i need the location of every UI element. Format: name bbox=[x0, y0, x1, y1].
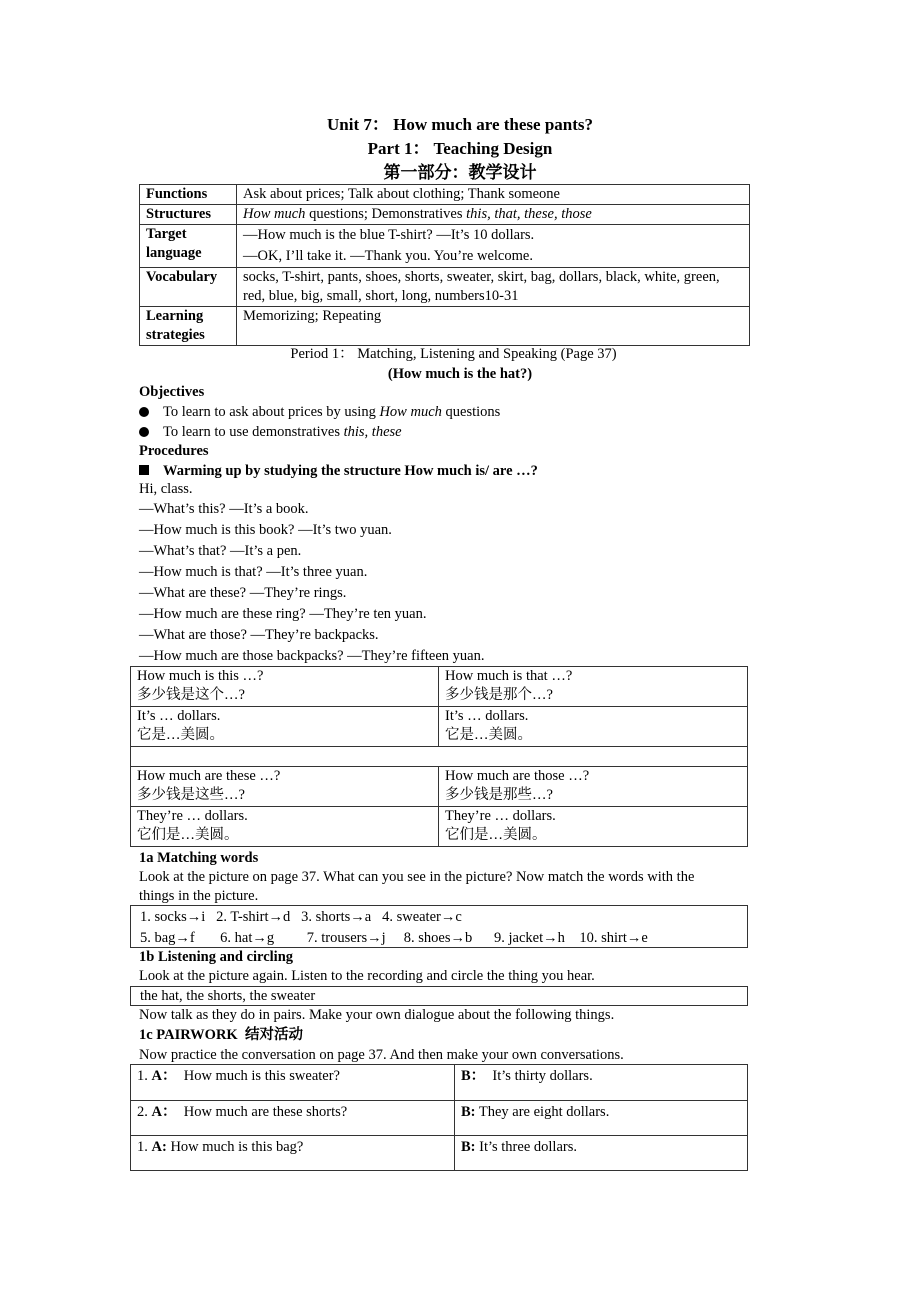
chinese-title: 第一部分：教学设计 bbox=[383, 163, 537, 182]
table-row bbox=[131, 707, 748, 747]
dialogue-line: Hi, class. bbox=[139, 481, 193, 497]
table-row bbox=[131, 767, 748, 807]
section-1b-heading: 1b Listening and circling bbox=[139, 949, 294, 965]
speaker-b-text: They are eight dollars. bbox=[475, 1104, 610, 1120]
section-1c-instruction: Now practice the conversation on page 37. And then make your own conversations. bbox=[139, 1047, 624, 1063]
row-value: Ask about prices; Talk about clothing; Thank someone bbox=[237, 185, 750, 205]
structure-table bbox=[130, 666, 748, 847]
text: Warming up by studying the structure How much is/ are …? bbox=[163, 463, 538, 479]
en-text: It’s … dollars. bbox=[137, 708, 221, 724]
label-line: language bbox=[146, 245, 202, 261]
listening-answer-box bbox=[130, 986, 748, 1006]
cn-text: 结对活动 bbox=[244, 1027, 303, 1043]
en-text: They’re … dollars. bbox=[137, 808, 248, 824]
a-cell bbox=[131, 1101, 455, 1136]
table-row bbox=[140, 225, 750, 268]
table-row bbox=[131, 807, 748, 847]
speaker-a-label: A: bbox=[151, 1139, 167, 1155]
bullet-icon bbox=[139, 407, 149, 417]
en-text: How much is this …? bbox=[137, 668, 264, 684]
speaker-b-text: It’s three dollars. bbox=[475, 1139, 577, 1155]
cn-text: 多少钱是这些…? bbox=[137, 787, 245, 803]
dialogue-line: —How much is that? —It’s three yuan. bbox=[139, 564, 368, 580]
dialogue-line: —What’s that? —It’s a pen. bbox=[139, 543, 302, 559]
answer-line: 1. socks→i 2. T-shirt→d 3. shorts→a 4. sweater→c bbox=[140, 909, 462, 925]
table-row bbox=[140, 307, 750, 346]
period-subtitle: (How much is the hat?) bbox=[387, 366, 533, 382]
row-label: Functions bbox=[140, 185, 237, 205]
part-title: Part 1： Teaching Design bbox=[367, 139, 553, 158]
b-cell bbox=[455, 1065, 748, 1101]
table-cell bbox=[131, 707, 439, 747]
row-value bbox=[237, 225, 750, 268]
label-line: Target bbox=[146, 226, 187, 242]
cn-text: 多少钱是那个…? bbox=[445, 687, 553, 703]
speaker-b-text: It’s thirty dollars. bbox=[485, 1068, 593, 1084]
text: 1c PAIRWORK bbox=[139, 1027, 238, 1043]
a-cell bbox=[131, 1065, 455, 1101]
table-row bbox=[131, 667, 748, 707]
speaker-a-label: A： bbox=[151, 1104, 177, 1120]
table-row bbox=[131, 1136, 748, 1171]
text: questions; Demonstratives bbox=[305, 206, 467, 222]
a-cell bbox=[131, 1136, 455, 1171]
italic-text: How much bbox=[243, 206, 306, 222]
section-1a-instruction-cont: things in the picture. bbox=[139, 888, 259, 904]
section-1a-instruction: Look at the picture on page 37. What can you see in the picture? Now match the words with the bbox=[139, 869, 695, 885]
en-text: It’s … dollars. bbox=[445, 708, 529, 724]
speaker-a-text: How much is this sweater? bbox=[176, 1068, 340, 1084]
table-cell bbox=[439, 707, 748, 747]
warmup-heading bbox=[139, 461, 538, 482]
table-row bbox=[131, 1101, 748, 1136]
period-title: Period 1： Matching, Listening and Speaking (Page 37) bbox=[290, 346, 617, 362]
cn-text: 它是…美圆。 bbox=[137, 727, 224, 743]
table-cell bbox=[439, 667, 748, 707]
dialogue-line: —How much are those backpacks? —They’re fifteen yuan. bbox=[139, 648, 485, 664]
pairwork-table bbox=[130, 1064, 748, 1171]
table-cell bbox=[439, 767, 748, 807]
value-line: —OK, I’ll take it. —Thank you. You’re welcome. bbox=[243, 248, 533, 264]
speaker-a-text: How much is this bag? bbox=[166, 1139, 304, 1155]
row-value: socks, T-shirt, pants, shoes, shorts, sweater, skirt, bag, dollars, black, white, green, red, blue, big, small, short, long, numbers10-31 bbox=[237, 268, 750, 307]
table-cell bbox=[439, 807, 748, 847]
dialogue-line: —How much are these ring? —They’re ten yuan. bbox=[139, 606, 427, 622]
table-row bbox=[140, 205, 750, 225]
b-cell bbox=[455, 1136, 748, 1171]
row-label bbox=[140, 307, 237, 346]
value-line: —How much is the blue T-shirt? —It’s 10 dollars. bbox=[243, 227, 535, 243]
b-cell bbox=[455, 1101, 748, 1136]
table-row bbox=[140, 268, 750, 307]
listening-answer: the hat, the shorts, the sweater bbox=[140, 988, 316, 1004]
row-number: 2. bbox=[137, 1104, 148, 1120]
label-line: Learning bbox=[146, 308, 204, 324]
text: To learn to ask about prices by using bbox=[163, 404, 380, 420]
table-row-empty bbox=[131, 747, 748, 767]
label-line: strategies bbox=[146, 327, 205, 343]
en-text: They’re … dollars. bbox=[445, 808, 556, 824]
speaker-a-text: How much are these shorts? bbox=[176, 1104, 348, 1120]
empty-cell bbox=[131, 747, 748, 767]
row-label: Vocabulary bbox=[140, 268, 237, 307]
cn-text: 多少钱是这个…? bbox=[137, 687, 245, 703]
table-row bbox=[140, 185, 750, 205]
text: To learn to use demonstratives bbox=[163, 424, 344, 440]
speaker-b-label: B: bbox=[461, 1104, 476, 1120]
speaker-b-label: B： bbox=[461, 1068, 486, 1084]
table-cell bbox=[131, 807, 439, 847]
section-1a-heading: 1a Matching words bbox=[139, 850, 259, 866]
row-value: Memorizing; Repeating bbox=[237, 307, 750, 346]
dialogue-line: —How much is this book? —It’s two yuan. bbox=[139, 522, 392, 538]
objectives-heading: Objectives bbox=[139, 384, 205, 400]
dialogue-line: —What are these? —They’re rings. bbox=[139, 585, 347, 601]
row-label bbox=[140, 225, 237, 268]
square-bullet-icon bbox=[139, 465, 149, 475]
dialogue-line: —What’s this? —It’s a book. bbox=[139, 501, 309, 517]
objective-item bbox=[139, 402, 500, 423]
en-text: How much are those …? bbox=[445, 768, 590, 784]
section-1b-instruction: Look at the picture again. Listen to the recording and circle the thing you hear. bbox=[139, 968, 595, 984]
procedures-heading: Procedures bbox=[139, 443, 209, 459]
dialogue-line: —What are those? —They’re backpacks. bbox=[139, 627, 379, 643]
section-1b-followup: Now talk as they do in pairs. Make your own dialogue about the following things. bbox=[139, 1007, 615, 1023]
table-row bbox=[131, 1065, 748, 1101]
cn-text: 它是…美圆。 bbox=[445, 727, 532, 743]
row-number: 1. bbox=[137, 1139, 148, 1155]
text: questions bbox=[441, 404, 501, 420]
bullet-icon bbox=[139, 427, 149, 437]
answer-line: 5. bag→f 6. hat→g 7. trousers→j 8. shoes→b 9. jacket→h 10. shirt→e bbox=[140, 930, 648, 946]
cn-text: 多少钱是那些…? bbox=[445, 787, 553, 803]
en-text: How much are these …? bbox=[137, 768, 281, 784]
section-1c-heading bbox=[139, 1025, 303, 1046]
speaker-b-label: B: bbox=[461, 1139, 476, 1155]
matching-answers-box bbox=[130, 905, 748, 948]
italic-text: this, that, these, those bbox=[466, 206, 592, 222]
cn-text: 它们是…美圆。 bbox=[445, 827, 547, 843]
objective-item bbox=[139, 422, 402, 443]
overview-table bbox=[139, 184, 750, 346]
table-cell bbox=[131, 767, 439, 807]
italic-text: How much bbox=[379, 404, 442, 420]
row-value bbox=[237, 205, 750, 225]
table-cell bbox=[131, 667, 439, 707]
row-label: Structures bbox=[140, 205, 237, 225]
row-number: 1. bbox=[137, 1068, 148, 1084]
italic-text: this, these bbox=[343, 424, 402, 440]
cn-text: 它们是…美圆。 bbox=[137, 827, 239, 843]
unit-title: Unit 7： How much are these pants? bbox=[326, 115, 594, 134]
en-text: How much is that …? bbox=[445, 668, 573, 684]
speaker-a-label: A： bbox=[151, 1068, 177, 1084]
